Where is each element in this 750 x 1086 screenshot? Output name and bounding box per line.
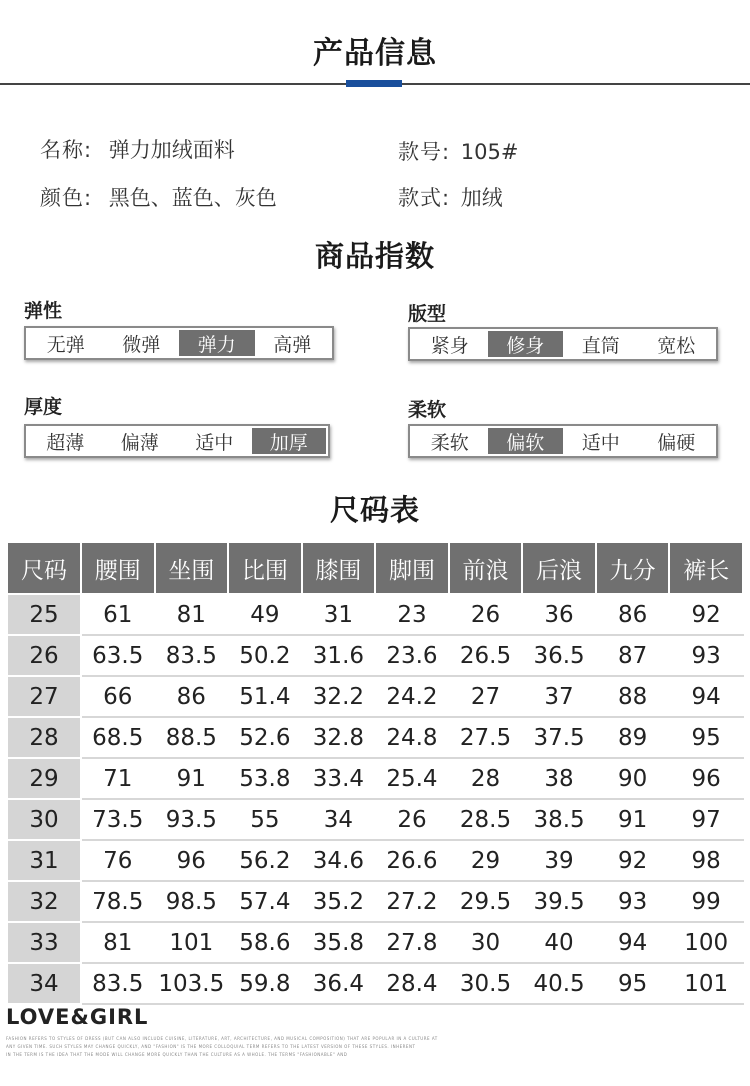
index-title: 商品指数 <box>314 239 435 273</box>
table-cell: 92 <box>596 840 670 881</box>
table-cell: 58.6 <box>228 922 302 963</box>
table-cell: 27.5 <box>449 717 523 758</box>
table-cell: 57.4 <box>228 881 302 922</box>
table-cell: 35.8 <box>302 922 376 963</box>
info-style <box>398 182 503 212</box>
table-cell: 93.5 <box>155 799 229 840</box>
table-cell: 52.6 <box>228 717 302 758</box>
table-cell: 24.2 <box>375 676 449 717</box>
table-cell: 37 <box>522 676 596 717</box>
table-row <box>7 635 743 676</box>
table-cell: 37.5 <box>522 717 596 758</box>
table-cell: 39 <box>522 840 596 881</box>
table-cell: 26 <box>449 594 523 635</box>
table-cell: 23.6 <box>375 635 449 676</box>
option-softness-1[interactable]: 柔软 <box>430 431 469 454</box>
page-title: 产品信息 <box>313 36 437 71</box>
table-cell: 38.5 <box>522 799 596 840</box>
table-cell: 93 <box>596 881 670 922</box>
table-cell: 101 <box>155 922 229 963</box>
table-cell: 30 <box>449 922 523 963</box>
table-cell: 89 <box>596 717 670 758</box>
table-cell: 25.4 <box>375 758 449 799</box>
table-cell: 95 <box>669 717 743 758</box>
table-cell: 26.6 <box>375 840 449 881</box>
table-cell: 87 <box>596 635 670 676</box>
table-cell: 36.4 <box>302 963 376 1004</box>
table-cell: 92 <box>669 594 743 635</box>
table-cell: 96 <box>669 758 743 799</box>
table-cell: 26.5 <box>449 635 523 676</box>
table-cell: 27.8 <box>375 922 449 963</box>
table-cell: 73.5 <box>81 799 155 840</box>
option-elasticity-2[interactable]: 微弹 <box>122 333 161 356</box>
thickness-options <box>24 424 330 458</box>
header-hip: 坐围 <box>155 542 229 594</box>
table-cell: 88 <box>596 676 670 717</box>
option-softness-3[interactable]: 适中 <box>581 431 620 454</box>
table-cell: 98.5 <box>155 881 229 922</box>
header-waist: 腰围 <box>81 542 155 594</box>
table-cell: 28.4 <box>375 963 449 1004</box>
table-cell: 83.5 <box>81 963 155 1004</box>
size-cell: 34 <box>7 963 81 1004</box>
table-cell: 32.2 <box>302 676 376 717</box>
option-softness-2[interactable]: 偏软 <box>488 428 564 454</box>
info-name <box>40 134 235 164</box>
table-cell: 56.2 <box>228 840 302 881</box>
softness-options <box>408 424 718 458</box>
table-cell: 86 <box>155 676 229 717</box>
group-label-elasticity: 弹性 <box>24 300 63 322</box>
option-thickness-1[interactable]: 超薄 <box>46 431 85 454</box>
size-table-title: 尺码表 <box>329 493 420 527</box>
table-cell: 93 <box>669 635 743 676</box>
table-cell: 66 <box>81 676 155 717</box>
code-value: 105# <box>460 140 519 164</box>
table-row <box>7 963 743 1004</box>
name-label: 名称: <box>40 138 93 162</box>
group-label-fit: 版型 <box>408 303 447 325</box>
table-row <box>7 594 743 635</box>
table-cell: 40.5 <box>522 963 596 1004</box>
brand-logo: LOVE&GIRL <box>6 1005 149 1029</box>
table-cell: 50.2 <box>228 635 302 676</box>
option-thickness-3[interactable]: 适中 <box>195 431 234 454</box>
footer-fine-print-1: FASHION REFERS TO STYLES OF DRESS (BUT CAN ALSO INCLUDE CUISINE, LITERATURE, ART, ARCHITECTURE, AND MUSICAL COMPOSITION) THAT ARE POPULAR IN A CULTURE AT <box>6 1036 438 1041</box>
code-label: 款号: <box>398 140 451 164</box>
table-cell: 98 <box>669 840 743 881</box>
table-row <box>7 676 743 717</box>
color-value: 黑色、蓝色、灰色 <box>108 186 277 210</box>
table-cell: 88.5 <box>155 717 229 758</box>
header-size: 尺码 <box>7 542 81 594</box>
table-cell: 26 <box>375 799 449 840</box>
option-fit-1[interactable]: 紧身 <box>430 334 469 357</box>
table-cell: 83.5 <box>155 635 229 676</box>
table-row <box>7 922 743 963</box>
option-softness-4[interactable]: 偏硬 <box>657 431 696 454</box>
table-cell: 63.5 <box>81 635 155 676</box>
table-cell: 99 <box>669 881 743 922</box>
table-cell: 49 <box>228 594 302 635</box>
table-cell: 76 <box>81 840 155 881</box>
fit-options <box>408 327 718 361</box>
table-cell: 33.4 <box>302 758 376 799</box>
table-cell: 96 <box>155 840 229 881</box>
table-cell: 36.5 <box>522 635 596 676</box>
header-pants-length: 裤长 <box>669 542 743 594</box>
size-cell: 31 <box>7 840 81 881</box>
option-elasticity-1[interactable]: 无弹 <box>46 333 85 356</box>
table-cell: 103.5 <box>155 963 229 1004</box>
table-cell: 32.8 <box>302 717 376 758</box>
table-cell: 36 <box>522 594 596 635</box>
footer-fine-print-2: ANY GIVEN TIME. SUCH STYLES MAY CHANGE QUICKLY, AND "FASHION" IS THE MORE COLLOQUIAL TERM REFERS TO THE LATEST VERSION OF THESE STYLES. INHERENT <box>6 1044 416 1049</box>
table-cell: 34.6 <box>302 840 376 881</box>
option-elasticity-4[interactable]: 高弹 <box>273 333 312 356</box>
table-cell: 29 <box>449 840 523 881</box>
option-elasticity-3[interactable]: 弹力 <box>179 330 255 356</box>
style-value: 加绒 <box>460 186 503 210</box>
table-cell: 28.5 <box>449 799 523 840</box>
table-cell: 59.8 <box>228 963 302 1004</box>
table-cell: 34 <box>302 799 376 840</box>
size-cell: 28 <box>7 717 81 758</box>
table-cell: 53.8 <box>228 758 302 799</box>
size-cell: 29 <box>7 758 81 799</box>
table-cell: 31.6 <box>302 635 376 676</box>
table-cell: 35.2 <box>302 881 376 922</box>
header-hem: 脚围 <box>375 542 449 594</box>
option-thickness-4[interactable]: 加厚 <box>252 428 327 454</box>
table-cell: 81 <box>81 922 155 963</box>
table-cell: 28 <box>449 758 523 799</box>
table-cell: 61 <box>81 594 155 635</box>
option-fit-2[interactable]: 修身 <box>488 331 564 357</box>
size-cell: 27 <box>7 676 81 717</box>
name-value: 弹力加绒面料 <box>108 138 235 162</box>
elasticity-options <box>24 326 334 360</box>
table-cell: 95 <box>596 963 670 1004</box>
table-cell: 101 <box>669 963 743 1004</box>
option-fit-4[interactable]: 宽松 <box>657 334 696 357</box>
table-cell: 27 <box>449 676 523 717</box>
table-cell: 81 <box>155 594 229 635</box>
size-cell: 30 <box>7 799 81 840</box>
size-cell: 25 <box>7 594 81 635</box>
table-cell: 86 <box>596 594 670 635</box>
group-label-softness: 柔软 <box>408 399 447 421</box>
table-cell: 55 <box>228 799 302 840</box>
table-cell: 68.5 <box>81 717 155 758</box>
table-cell: 71 <box>81 758 155 799</box>
header-ninth-length: 九分 <box>596 542 670 594</box>
table-cell: 91 <box>155 758 229 799</box>
table-cell: 24.8 <box>375 717 449 758</box>
table-cell: 94 <box>596 922 670 963</box>
table-row <box>7 799 743 840</box>
table-cell: 23 <box>375 594 449 635</box>
group-label-thickness: 厚度 <box>24 396 63 418</box>
table-row <box>7 840 743 881</box>
table-cell: 90 <box>596 758 670 799</box>
table-cell: 30.5 <box>449 963 523 1004</box>
table-row <box>7 717 743 758</box>
header-front-rise: 前浪 <box>449 542 523 594</box>
table-cell: 29.5 <box>449 881 523 922</box>
info-code <box>398 136 518 166</box>
header-knee: 膝围 <box>302 542 376 594</box>
table-row <box>7 881 743 922</box>
header-thigh: 比围 <box>228 542 302 594</box>
table-cell: 91 <box>596 799 670 840</box>
header-back-rise: 后浪 <box>522 542 596 594</box>
style-label: 款式: <box>398 186 451 210</box>
option-thickness-2[interactable]: 偏薄 <box>120 431 159 454</box>
size-cell: 32 <box>7 881 81 922</box>
table-row <box>7 758 743 799</box>
footer-fine-print-3: IN THE TERM IS THE IDEA THAT THE MODE WILL CHANGE MORE QUICKLY THAN THE CULTURE AS A WHOLE. THE TERMS "FASHIONABLE" AND <box>6 1052 348 1057</box>
table-cell: 40 <box>522 922 596 963</box>
table-cell: 38 <box>522 758 596 799</box>
size-cell: 26 <box>7 635 81 676</box>
color-label: 颜色: <box>40 186 93 210</box>
table-cell: 51.4 <box>228 676 302 717</box>
table-cell: 39.5 <box>522 881 596 922</box>
table-cell: 78.5 <box>81 881 155 922</box>
size-cell: 33 <box>7 922 81 963</box>
table-cell: 97 <box>669 799 743 840</box>
info-color <box>40 182 277 212</box>
header-accent-bar <box>346 80 402 87</box>
table-cell: 94 <box>669 676 743 717</box>
size-table <box>6 541 744 1005</box>
table-cell: 100 <box>669 922 743 963</box>
table-cell: 27.2 <box>375 881 449 922</box>
table-cell: 31 <box>302 594 376 635</box>
option-fit-3[interactable]: 直筒 <box>581 334 620 357</box>
table-header-row <box>7 542 743 594</box>
